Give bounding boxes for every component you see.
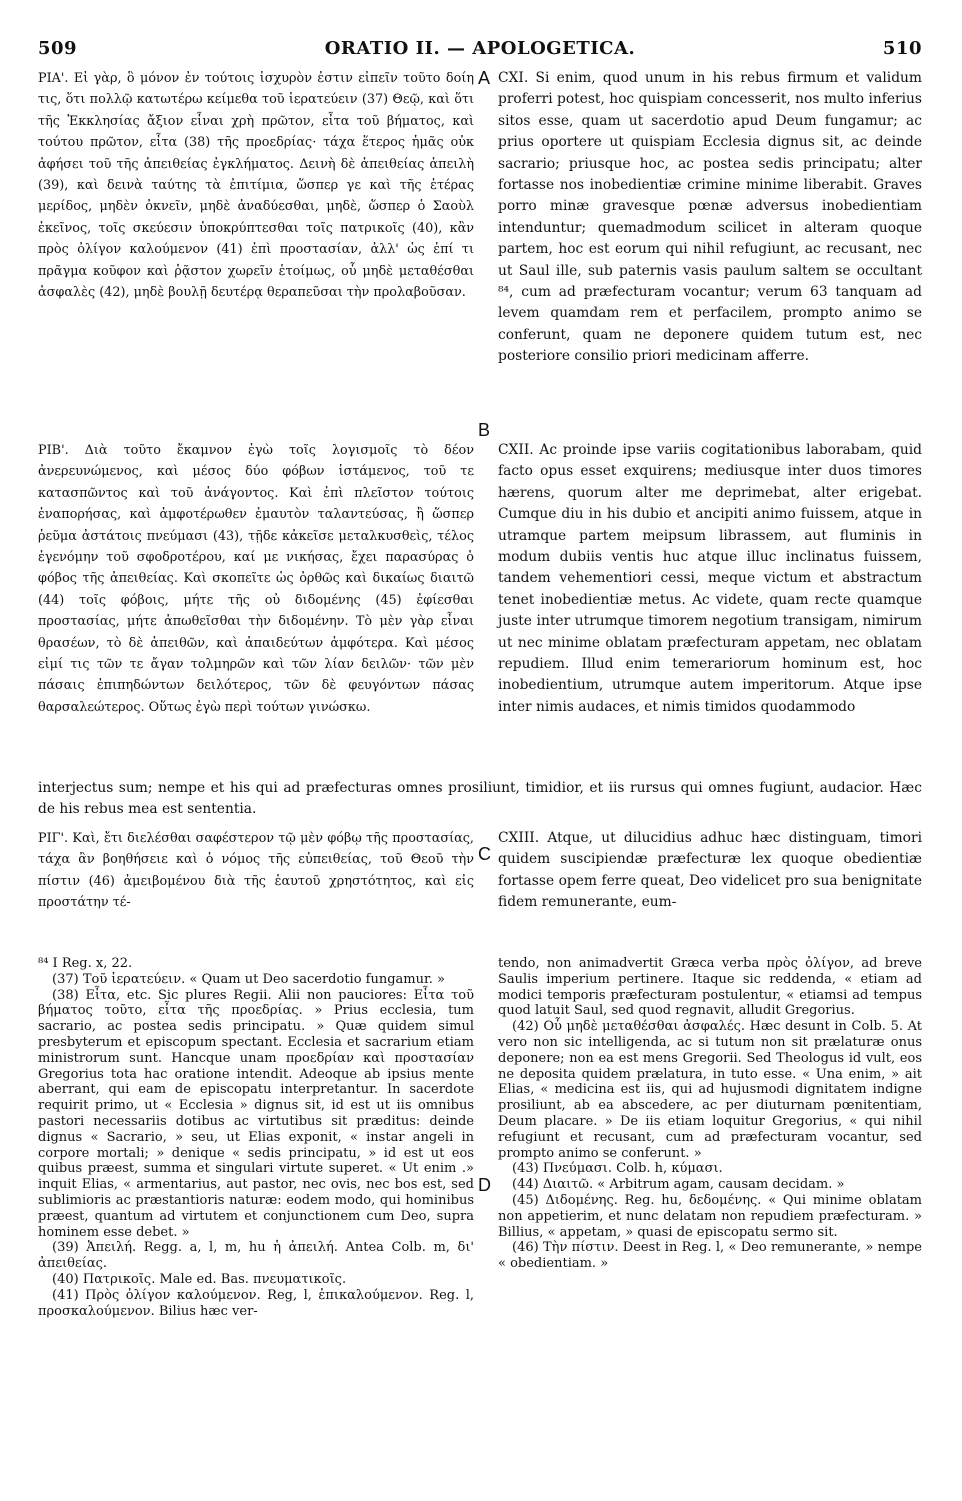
footnote: (44) Διαιτῶ. « Arbitrum agam, causam decidam. » bbox=[512, 1177, 845, 1193]
section-113-greek bbox=[38, 828, 474, 914]
footnote: (41) Πρὸς ὀλίγον καλούμενον. Reg, l, ἐπικαλούμενον. Reg. l, προσκαλούμενον. Bilius hæc ver- bbox=[38, 1287, 474, 1319]
footnote: (42) Οὗ μηδὲ μεταθέσθαι ἀσφαλές. Hæc desunt in Colb. 5. At vero non sic intelligenda, ac si tutum non sit prælaturæ onus deponere; non ea est mens Gregorii. Sed Theologus id vult, eos ne deposita quidem prælatura, in tuto esse. « Una enim, » ait Elias, « medicina est iis, qui ad hujusmodi dignitatem indigne prosiliunt, ab ea abscedere, ac per diuturnam pœnitentiam, Deum placare. » De iis etiam loquitur Gregorius, « qui nihil refugiunt et recusant, cum ad præfecturam vocantur, sed prompto animo se conferunt. » bbox=[498, 1019, 922, 1161]
page-header bbox=[38, 38, 922, 66]
margin-letter-d: D bbox=[478, 1175, 491, 1195]
paragraph-latin-112: CXII. Ac proinde ipse variis cogitationibus laborabam, quid facto opus esset exquirens; mediusque inter duos timores hærens, quorum alter me deprimebat, alter erigebat. Cumque diu in his dubio et ancipiti animo fuissem, atque in utramque partem meipsum librassem, aut fluminis in modum dubiis ventis huc atque illuc inclinatus fuissem, tandem vehementiori cessi, meque victum et abstractum tenet inobedientiæ metus. Ac videte, quam recte quamque juste inter utrumque timorem negotium transigam, nimirum ut nec minime oblatam præfecturam appetam, nec oblatam repudiem. Illud enim temerariorum hominum est, hoc inobedientium, utrumque autem imperitorum. Atque ipse inter nimis audaces, et nimis timidos quodammodo bbox=[498, 442, 922, 715]
page-number-left: 509 bbox=[38, 38, 78, 59]
margin-letter-b: B bbox=[478, 420, 491, 440]
footnote: (40) Πατρικοῖς. Male ed. Bas. πνευματικοῖς. bbox=[52, 1271, 347, 1287]
footnote: (45) Διδομένης. Reg. hu, δεδομένης. « Qui minime oblatam non appetierim, et nunc delatam non repudiem præfecturam. » Billius, « appetam, » quasi de episcopatu sermo sit. bbox=[498, 1192, 922, 1240]
footnote: (46) Τὴν πίστιν. Deest in Reg. l, « Deo remunerante, » nempe « obedientiam. » bbox=[498, 1240, 922, 1272]
footnote: (43) Πνεύμασι. Colb. h, κύμασι. bbox=[512, 1161, 723, 1177]
paragraph-latin-113: CXIII. Atque, ut dilucidius adhuc hæc distinguam, timori quidem suscipiendæ præfecturæ lex quoque obedientiæ fortasse opem ferre queat, Deo videlicet pro sua benignitate fidem remunerante, eum- bbox=[498, 830, 922, 911]
section-111-greek bbox=[38, 68, 474, 303]
section-112-greek bbox=[38, 440, 474, 718]
footnotes-right bbox=[498, 956, 922, 1272]
section-113-latin bbox=[498, 828, 922, 914]
page-title: ORATIO II. — APOLOGETICA. bbox=[324, 38, 636, 59]
footnote: (39) Ἀπειλή. Regg. a, l, m, hu ἡ ἀπειλή. Antea Colb. m, δι' ἀπειθείας. bbox=[38, 1240, 474, 1272]
margin-letter-c: C bbox=[478, 844, 491, 864]
footnote: tendo, non animadvertit Græca verba πρὸς ὀλίγον, ad breve Saulis imperium pertinere. Itaque sic reddenda, « etiam ad modici temporis præfecturam postulentur, « etiamsi ad tempus quod latuit Saul, sed quod regnavit, alludit Gregorius. bbox=[498, 956, 922, 1019]
section-111-latin bbox=[498, 68, 922, 368]
section-112-continuation bbox=[38, 778, 922, 819]
footnotes-left bbox=[38, 956, 474, 1319]
footnote: (37) Τοῦ ἱερατεύειν. « Quam ut Deo sacerdotio fungamur. » bbox=[52, 971, 445, 987]
margin-letter-a: A bbox=[478, 68, 491, 88]
paragraph-latin-112-full: interjectus sum; nempe et his qui ad præfecturas omnes prosiliunt, timidior, et iis rursus qui omnes fugiunt, audacior. Hæc de his rebus mea est sententia. bbox=[38, 780, 922, 817]
paragraph-greek-111: ΡΙΑ'. Εἰ γὰρ, ὃ μόνον ἐν τούτοις ἰσχυρὸν ἐστιν εἰπεῖν τοῦτο δοίη τις, ὅτι πολλῷ κατωτέρω κείμεθα τοῦ ἱερατεύειν (37) Θεῷ, καὶ ὅτι τῆς Ἐκκλησίας ἄξιον εἶναι χρὴ πρῶτον, εἶτα τοῦ βήματος, καὶ τούτου πρῶτον, εἶτα (38) τῆς προεδρίας· τάχα ἕτερος ἡμᾶς οὐκ ἀφήσει τοῦ τῆς ἀπειθείας ἐγκλήματος. Δεινὴ δὲ ἀπειθείας ἀπειλὴ (39), καὶ δεινὰ ταύτης τὰ ἐπιτίμια, ὥσπερ γε καὶ τῆς ἑτέρας μερίδος, μηδὲν ὀκνεῖν, μηδὲ ἀναδύεσθαι, μηδὲ, ὥσπερ ὁ Σαοὺλ ἐκεῖνος, τοῖς σκεύεσιν ὑποκρύπτεσθαι τοῖς πατρικοῖς (40), κἂν πρὸς ὀλίγον καλούμενον (41) ἐπὶ προστασίαν, ἀλλ' ὡς ἐπί τι πρᾶγμα κοῦφον καὶ ῥᾷστον χωρεῖν ἑτοίμως, οὗ μηδὲ μεταθέσθαι ἀσφαλὲς (42), μηδὲ βουλῇ δευτέρᾳ θεραπεῦσαι τὴν προλαβοῦσαν. bbox=[38, 71, 474, 301]
paragraph-greek-113: ΡΙΓ'. Καὶ, ἔτι διελέσθαι σαφέστερον τῷ μὲν φόβῳ τῆς προστασίας, τάχα ἂν βοηθήσειε καὶ ὁ νόμος τῆς εὐπειθείας, τοῦ Θεοῦ τὴν πίστιν (46) ἀμειβομένου διὰ τῆς ἑαυτοῦ χρηστότητος, καὶ εἰς προστάτην τέ- bbox=[38, 831, 474, 911]
footnote: (38) Εἶτα, etc. Sic plures Regii. Alii non pauciores: Εἶτα τοῦ βήματος τοῦτο, εἶτα τῆς προεδρίας. » Prius ecclesia, tum sacrario, ac postea sedis principatu. » Quæ quidem simul presbyterum et episcopum spectant. Ecclesia et sacrarium etiam ministrorum sunt. Hancque unam προεδρίαν καὶ προστασίαν Gregorius tota hac oratione intendit. Adeoque ab ipsius mente aberrant, qui eam de episcopatu interpretantur. In sacerdote requirit primo, ut « Ecclesia » dignus sit, id est ut iis omnibus pastori necessariis dotibus ac virtutibus sit præditus: deinde dignus « Sacrario, » seu, ut Elias exponit, « instar angeli in corpore mortali; » denique « sedis principatu, » id est ut eos quibus præest, summa et singulari virtute superet. « Ut enim .» inquit Elias, « armentarius, aut pastor, nec ovis, nec bos est, sed sublimioris ac præstantioris naturæ: eodem modo, qui hominibus præest, quantum ad virtutem et conjunctionem cum Deo, supra hominem esse debet. » bbox=[38, 987, 474, 1240]
section-112-latin bbox=[498, 440, 922, 718]
page-number-right: 510 bbox=[882, 38, 922, 59]
paragraph-greek-112: ΡΙΒ'. Διὰ τοῦτο ἔκαμνον ἐγὼ τοῖς λογισμοῖς τὸ δέον ἀνερευνώμενος, καὶ μέσος δύο φόβων ἱστάμενος, τοῦ τε κατασπῶντος καὶ τοῦ ἀνάγοντος. Καὶ ἐπὶ πλεῖστον τούτοις ἐναπορήσας, καὶ ἀμφοτέρωθεν ἐμαυτὸν ταλαντεύσας, ἢ ὥσπερ ῥεῦμα ἀστάτοις πνεύμασι (43), τῇδε κἀκεῖσε μεταλκυσθεὶς, τέλος ἐγενόμην τοῦ σφοδροτέρου, καί με νικήσας, ἔχει παρασύρας ὁ φόβος τῆς ἀπειθείας. Καὶ σκοπεῖτε ὡς ὀρθῶς καὶ δικαίως διαιτῶ (44) τοῖς φόβοις, μήτε τῆς οὐ διδομένης (45) ἐφίεσθαι προστασίας, μήτε ἀπωθεῖσθαι τὴν διδομένην. Τὸ μὲν γὰρ εἶναι θρασέων, τὸ δὲ ἀπειθῶν, καὶ ἀπαιδεύτων ἀμφότερα. Καὶ μέσος εἰμί τις τῶν τε ἄγαν τολμηρῶν καὶ τῶν λίαν δειλῶν· τῶν μὲν πάσαις ἐπιπηδώντων δειλότερος, τῶν δὲ φευγόντων πάσας θαρσαλεώτερος. Οὕτως ἐγὼ περὶ τούτων γινώσκω. bbox=[38, 443, 474, 715]
paragraph-latin-111: CXI. Si enim, quod unum in his rebus firmum et validum proferri potest, hoc quispiam concesserit, nos multo inferius sitos esse, quam ut sacerdotio apud Deum fungamur; ac prius oportere ut quispiam Ecclesia dignus sit, ac deinde sacrario; priusque hoc, ac postea sedis principatu; alter fortasse nos inobedientiæ crimine minime liberabit. Graves porro minæ gravesque pœnæ adversus inobedientiam intenduntur; quemadmodum scilicet in alteram quoque partem, hoc est eorum qui nihil refugiunt, ac recusant, nec ut Saul ille, sub paternis vasis paulum saltem se occultant ⁸⁴, cum ad præfecturam vocantur; verum 63 tanquam ad levem quamdam rem et perfacilem, prompto animo se conferunt, quam ne deponere quidem tutum est, nec posteriore consilio priori medicinam afferre. bbox=[498, 70, 922, 365]
footnote: ⁸⁴ I Reg. x, 22. bbox=[38, 956, 133, 971]
